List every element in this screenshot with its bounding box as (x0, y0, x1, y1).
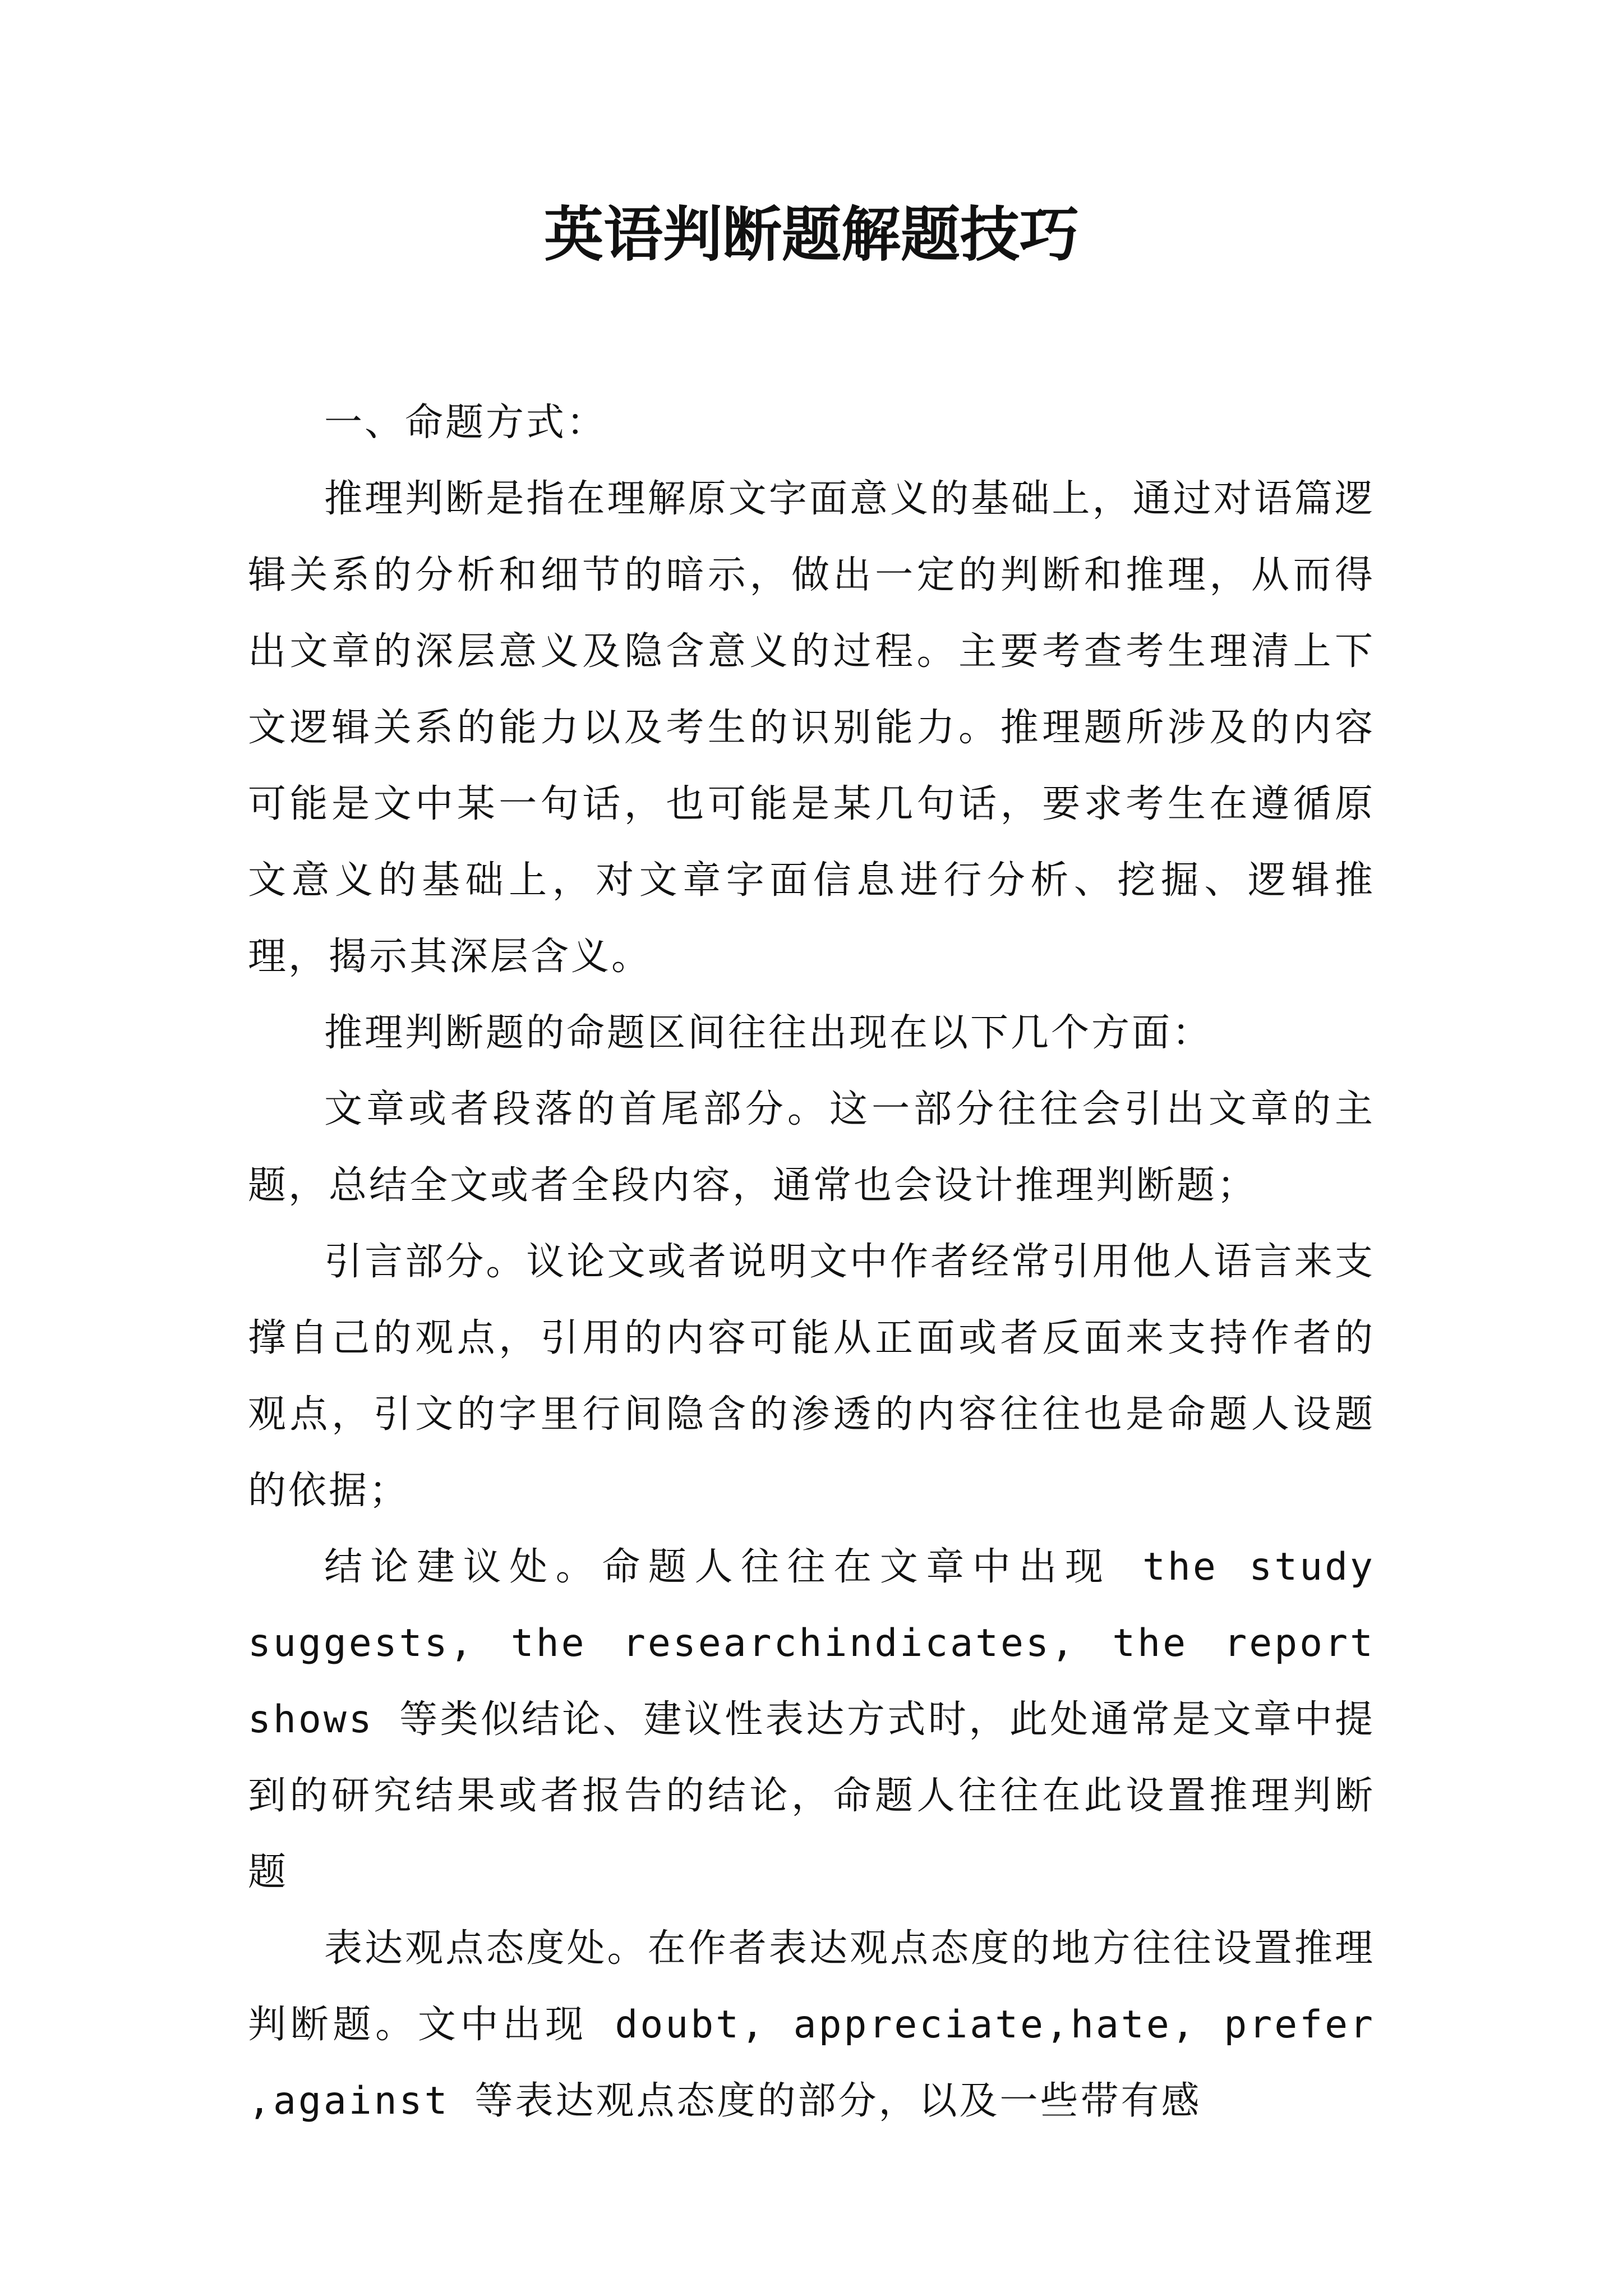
paragraph: 表达观点态度处。在作者表达观点态度的地方往往设置推理判断题。文中出现 doubt, appreciate,hate, prefer ,against 等表达观点态度的部分，以及一些带有感 (248, 1926, 1375, 2123)
paragraph: 推理判断题的命题区间往往出现在以下几个方面： (324, 1011, 1213, 1055)
paragraph: 引言部分。议论文或者说明文中作者经常引用他人语言来支撑自己的观点，引用的内容可能从正面或者反面来支持作者的观点，引文的字里行间隐含的渗透的内容往往也是命题人设题的依据； (248, 1240, 1375, 1513)
paragraph: 文章或者段落的首尾部分。这一部分往往会引出文章的主题，总结全文或者全段内容，通常也会设计推理判断题； (248, 1087, 1375, 1208)
document-body (248, 385, 1375, 2139)
document-title: 英语判断题解题技巧 (544, 199, 1079, 269)
paragraph: 推理判断是指在理解原文字面意义的基础上，通过对语篇逻辑关系的分析和细节的暗示，做出一定的判断和推理，从而得出文章的深层意义及隐含意义的过程。主要考查考生理清上下文逻辑关系的能力以及考生的识别能力。推理题所涉及的内容可能是文中某一句话，也可能是某几句话，要求考生在遵循原文意义的基础上，对文章字面信息进行分析、挖掘、逻辑推理，揭示其深层含义。 (248, 477, 1375, 979)
paragraph-heading: 一、命题方式： (324, 401, 607, 445)
paragraph: 结论建议处。命题人往往在文章中出现 the study suggests, the researchindicates, the report shows 等类似结论、建议性表达方式时，此处通常是文章中提到的研究结果或者报告的结论，命题人往往在此设置推理判断题 (248, 1545, 1375, 1894)
